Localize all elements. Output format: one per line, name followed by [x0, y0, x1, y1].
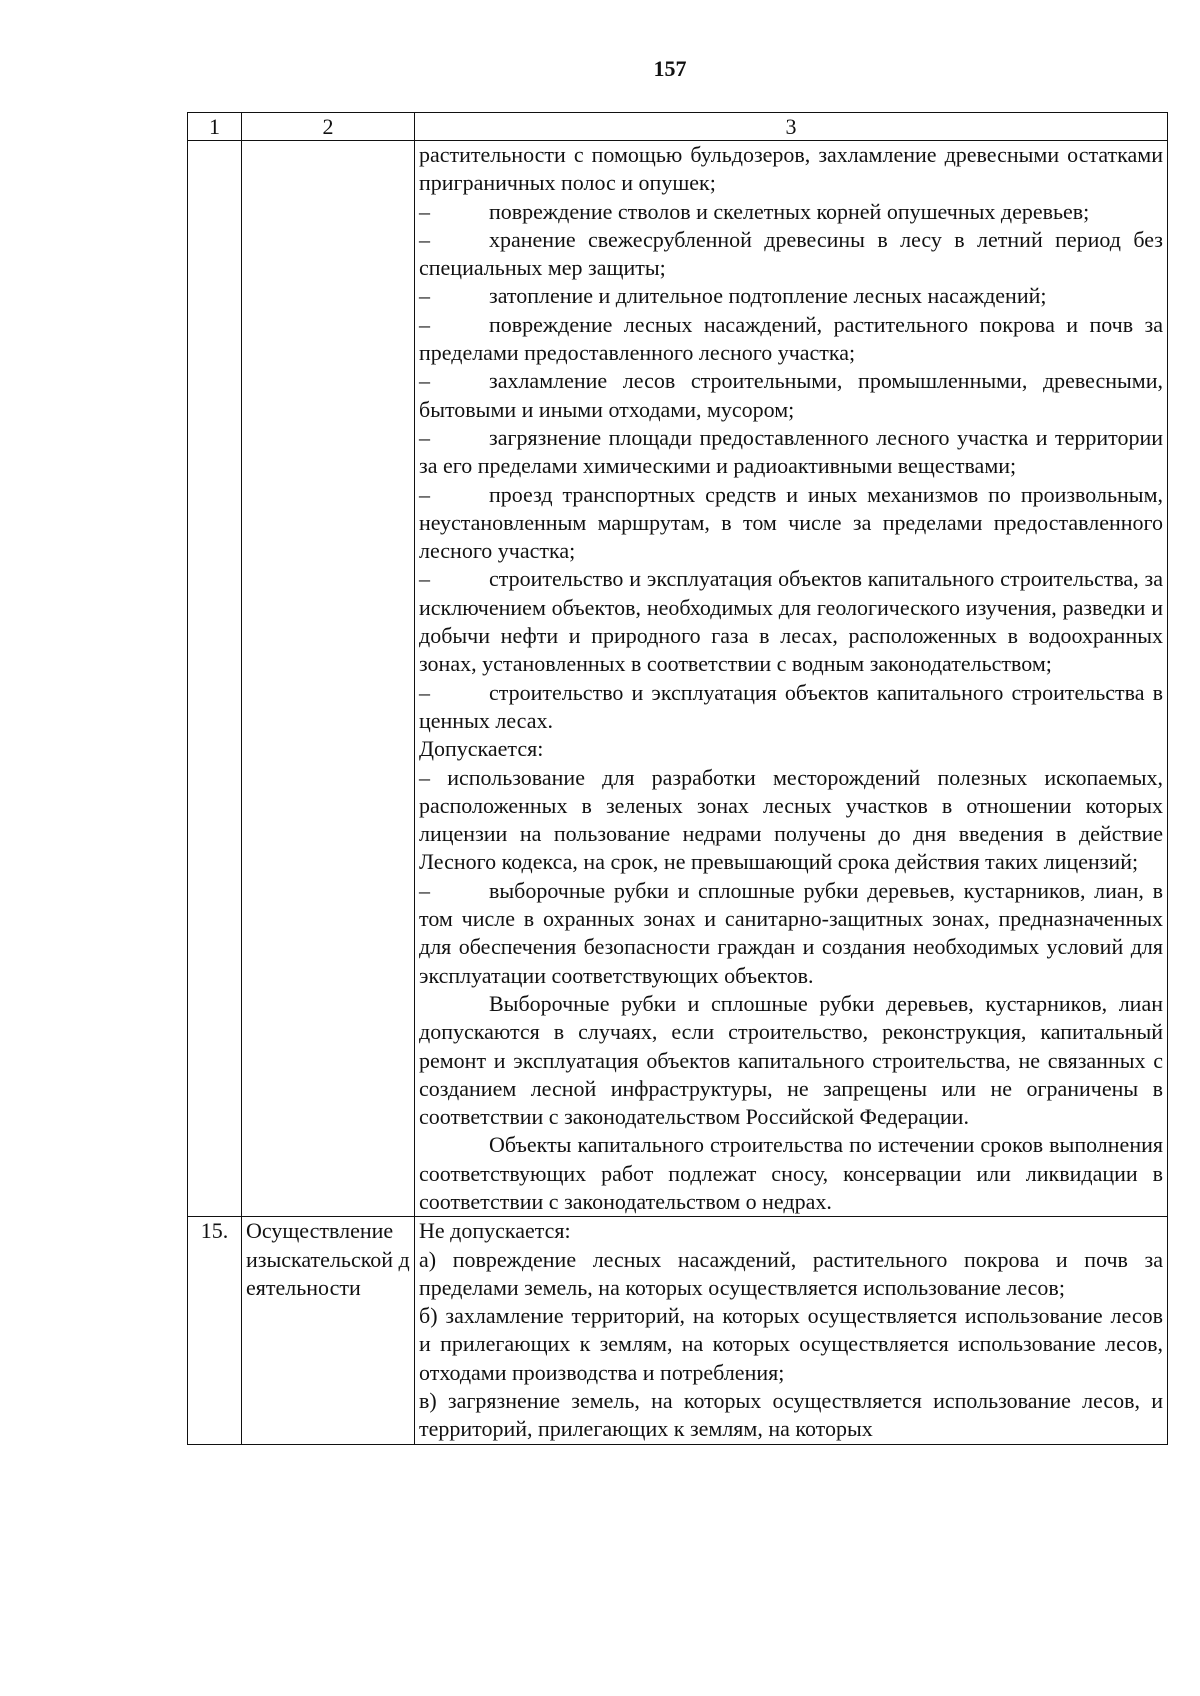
- row-continued-number: [188, 141, 242, 1217]
- header-col-3: 3: [415, 113, 1168, 141]
- paragraph: в) загрязнение земель, на которых осуществляется использование лесов, и территорий, прилегающих к землям, на которых: [419, 1388, 1163, 1442]
- document-table: [187, 112, 1168, 1445]
- paragraph: [419, 481, 1163, 566]
- dash-mark: –: [419, 226, 430, 252]
- dash-mark: –: [419, 566, 430, 592]
- paragraph: а) повреждение лесных насаждений, растительного покрова и почв за пределами земель, на которых осуществляется использование лесов;: [419, 1246, 1163, 1300]
- paragraph: Допускается:: [419, 736, 544, 762]
- dash-mark: –: [419, 481, 430, 507]
- paragraph: [419, 877, 1163, 990]
- paragraph-text: выборочные рубки и сплошные рубки деревьев, кустарников, лиан, в том числе в охранных зонах и санитарно-защитных зонах, предназначенных для обеспечения безопасности граждан и создания необходимых условий для эксплуатации соответствующих объектов.: [419, 877, 1163, 988]
- row-continued-text: [415, 141, 1168, 1217]
- paragraph-text: строительство и эксплуатация объектов капитального строительства, за исключением объектов, необходимых для геологического изучения, разведки и добычи нефти и природного газа в лесах, расположенных в водоохранных зонах, установленных в соответствии с водным законодательством;: [419, 566, 1163, 677]
- header-col-1: 1: [188, 113, 242, 141]
- row-15-number: 15.: [188, 1217, 242, 1444]
- paragraph: [419, 282, 1163, 310]
- row-15-text: [415, 1217, 1168, 1444]
- dash-mark: –: [419, 198, 430, 224]
- paragraph-text: затопление и длительное подтопление лесных насаждений;: [489, 283, 1047, 309]
- paragraph: [419, 226, 1163, 283]
- paragraph-text: хранение свежесрубленной древесины в лесу в летний период без специальных мер защиты;: [419, 226, 1163, 281]
- paragraph-text: повреждение лесных насаждений, растительного покрова и почв за пределами предоставленного лесного участка;: [419, 311, 1163, 366]
- paragraph: [419, 367, 1163, 424]
- dash-mark: –: [419, 283, 430, 309]
- paragraph: Объекты капитального строительства по истечении сроков выполнения соответствующих работ подлежат сносу, консервации или ликвидации в соответствии с законодательством о недрах.: [419, 1132, 1163, 1214]
- paragraph: [419, 565, 1163, 678]
- paragraph: [419, 424, 1163, 481]
- paragraph: Не допускается:: [419, 1218, 571, 1244]
- paragraph: – использование для разработки месторождений полезных ископаемых, расположенных в зеленых зонах лесных участков в отношении которых лицензии на пользование недрами получены до дня введения в действие Лесного кодекса, на срок, не превышающий срока действия таких лицензий;: [419, 764, 1163, 875]
- page-number: 157: [653, 56, 687, 81]
- paragraph-text: проезд транспортных средств и иных механизмов по произвольным, неустановленным маршрутам, в том числе за пределами предоставленного лесного участка;: [419, 481, 1163, 564]
- table-row-continued: [188, 141, 1168, 1217]
- paragraph: Выборочные рубки и сплошные рубки деревьев, кустарников, лиан допускаются в случаях, если строительство, реконструкция, капитальный ремонт и эксплуатация объектов капитального строительства, не связанных с созданием лесной инфраструктуры, не запрещены или не ограничены в соответствии с законодательством Российской Федерации.: [419, 990, 1163, 1130]
- dash-mark: –: [419, 679, 430, 705]
- dash-mark: –: [419, 877, 430, 903]
- dash-mark: –: [419, 311, 430, 337]
- paragraph: б) захламление территорий, на которых осуществляется использование лесов и прилегающих к землям, на которых осуществляется использование лесов, отходами производства и потребления;: [419, 1303, 1163, 1385]
- paragraph-text: загрязнение площади предоставленного лесного участка и территории за его пределами химическими и радиоактивными веществами;: [419, 424, 1163, 479]
- header-col-2: 2: [242, 113, 415, 141]
- row-15-activity: Осуществление изыскательской деятельности: [242, 1217, 415, 1444]
- paragraph-text: строительство и эксплуатация объектов капитального строительства в ценных лесах.: [419, 679, 1163, 733]
- paragraph: [419, 679, 1163, 736]
- table-header-row: [188, 113, 1168, 141]
- paragraph: [419, 311, 1163, 368]
- paragraph-text: повреждение стволов и скелетных корней опушечных деревьев;: [489, 198, 1090, 224]
- paragraph: [419, 198, 1163, 226]
- paragraph: растительности с помощью бульдозеров, захламление древесными остатками приграничных полос и опушек;: [419, 142, 1163, 196]
- table-row-15: [188, 1217, 1168, 1444]
- row-continued-activity: [242, 141, 415, 1217]
- dash-mark: –: [419, 424, 430, 450]
- paragraph-text: захламление лесов строительными, промышленными, древесными, бытовыми и иными отходами, мусором;: [419, 368, 1163, 422]
- dash-mark: –: [419, 368, 430, 394]
